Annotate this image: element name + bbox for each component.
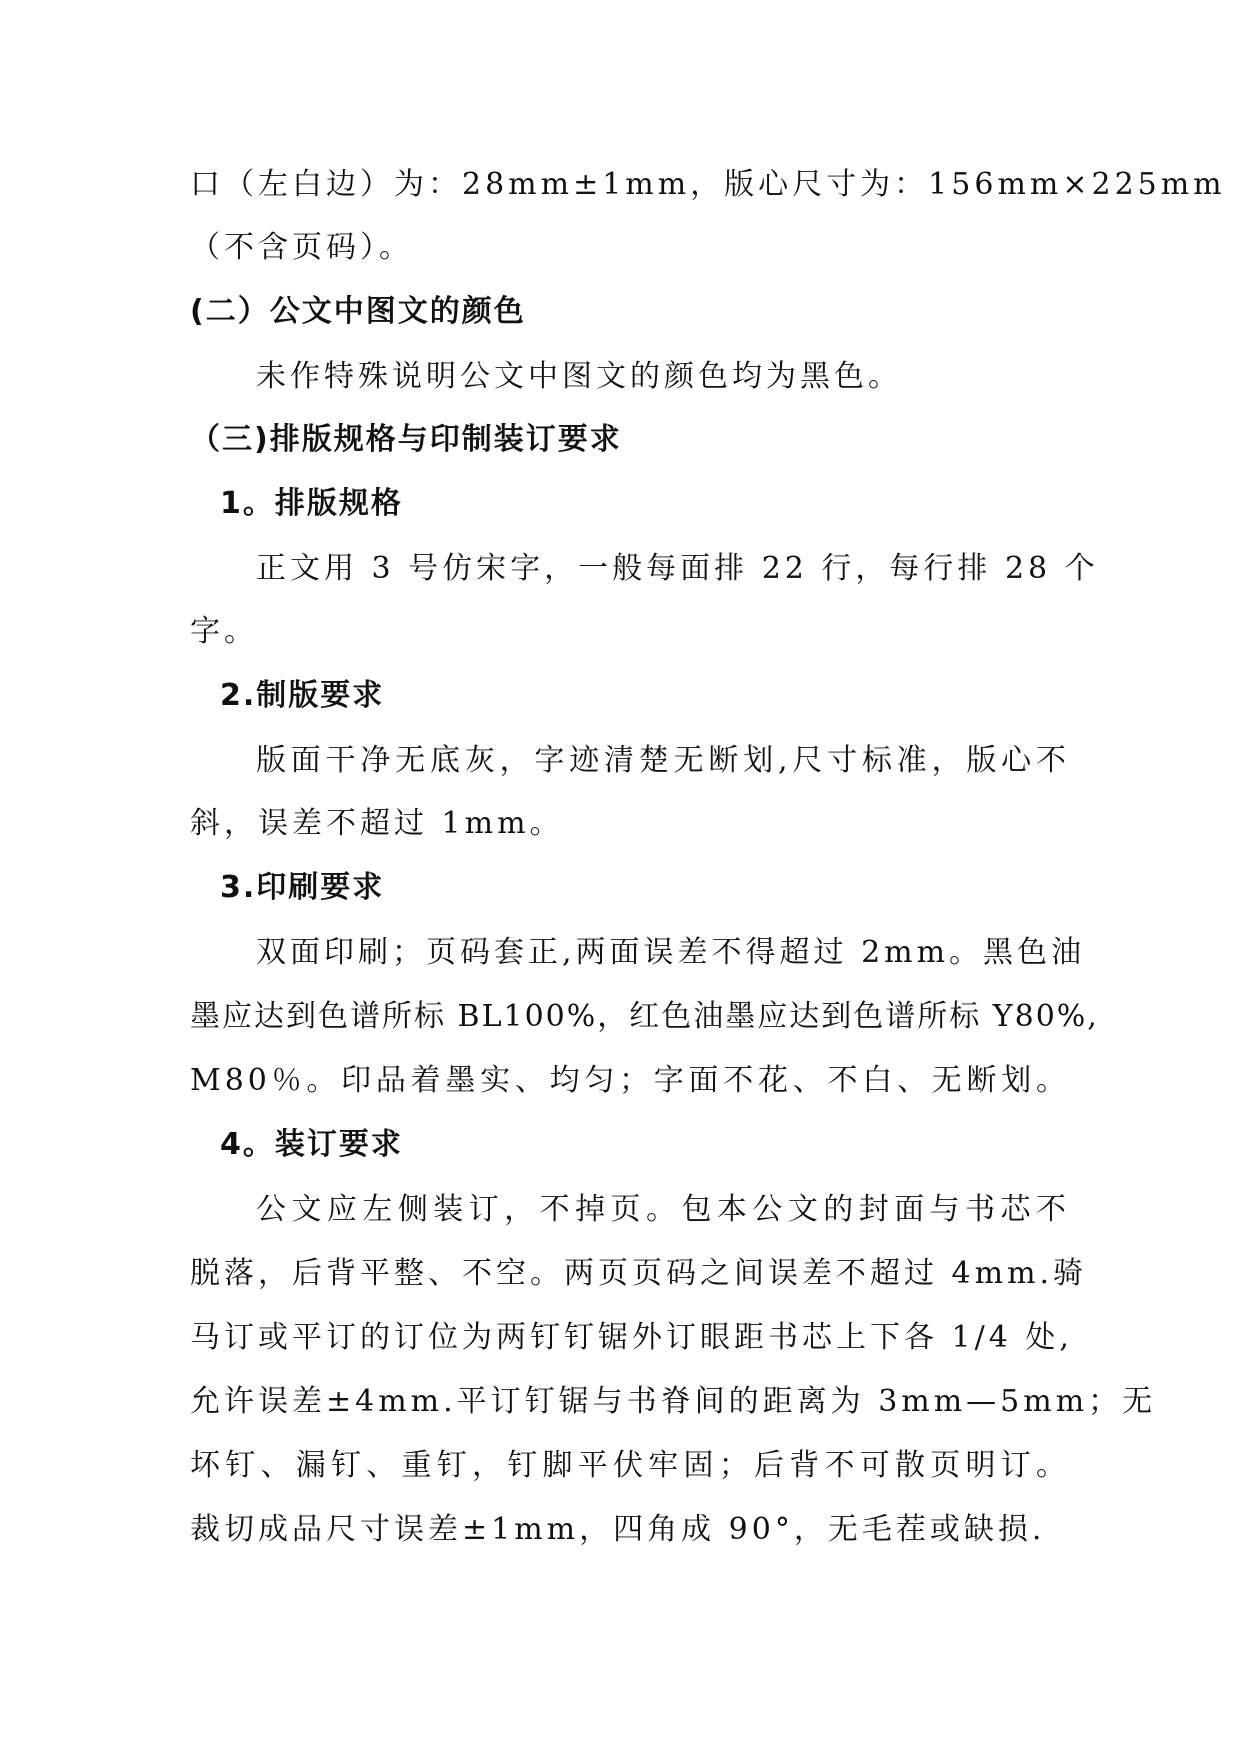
body-line: 墨应达到色谱所标 BL100%，红色油墨应达到色谱所标 Y80%, xyxy=(190,999,1099,1034)
body-line: 脱落，后背平整、不空。两页页码之间误差不超过 4mm.骑 xyxy=(190,1256,1088,1291)
body-line: 裁切成品尺寸误差±1mm，四角成 90°，无毛茬或缺损. xyxy=(190,1512,1046,1547)
body-line: M80％。印品着墨实、均匀；字面不花、不白、无断划。 xyxy=(190,1063,1070,1098)
body-line: （不含页码）。 xyxy=(190,230,413,265)
body-line: 斜，误差不超过 1mm。 xyxy=(190,806,564,841)
body-line: 未作特殊说明公文中图文的颜色均为黑色。 xyxy=(256,359,902,394)
subsection-heading: 3.印刷要求 xyxy=(220,870,385,905)
subsection-heading: 2.制版要求 xyxy=(220,678,385,713)
body-line: 正文用 3 号仿宋字，一般每面排 22 行，每行排 28 个 xyxy=(256,551,1099,586)
subsection-heading: 1。排版规格 xyxy=(220,486,403,521)
subsection-heading: 4。装订要求 xyxy=(220,1127,403,1162)
section-heading: （三)排版规格与印制装订要求 xyxy=(190,422,622,457)
body-line: 公文应左侧装订，不掉页。包本公文的封面与书芯不 xyxy=(256,1192,1070,1227)
body-line: 马订或平订的订位为两钉钉锯外订眼距书芯上下各 1/4 处, xyxy=(190,1320,1073,1355)
body-line: 版面干净无底灰，字迹清楚无断划,尺寸标准，版心不 xyxy=(256,743,1070,778)
body-line: 坏钉、漏钉、重钉，钉脚平伏牢固；后背不可散页明订。 xyxy=(190,1448,1070,1483)
body-line: 口（左白边）为：28mm±1mm，版心尺寸为：156mm×225mm xyxy=(190,167,1226,202)
body-line: 允许误差±4mm.平订钉锯与书脊间的距离为 3mm—5mm；无 xyxy=(190,1384,1157,1419)
body-line: 字。 xyxy=(190,614,258,649)
section-heading: (二）公文中图文的颜色 xyxy=(190,294,526,329)
body-line: 双面印刷；页码套正,两面误差不得超过 2mm。黑色油 xyxy=(256,935,1086,970)
